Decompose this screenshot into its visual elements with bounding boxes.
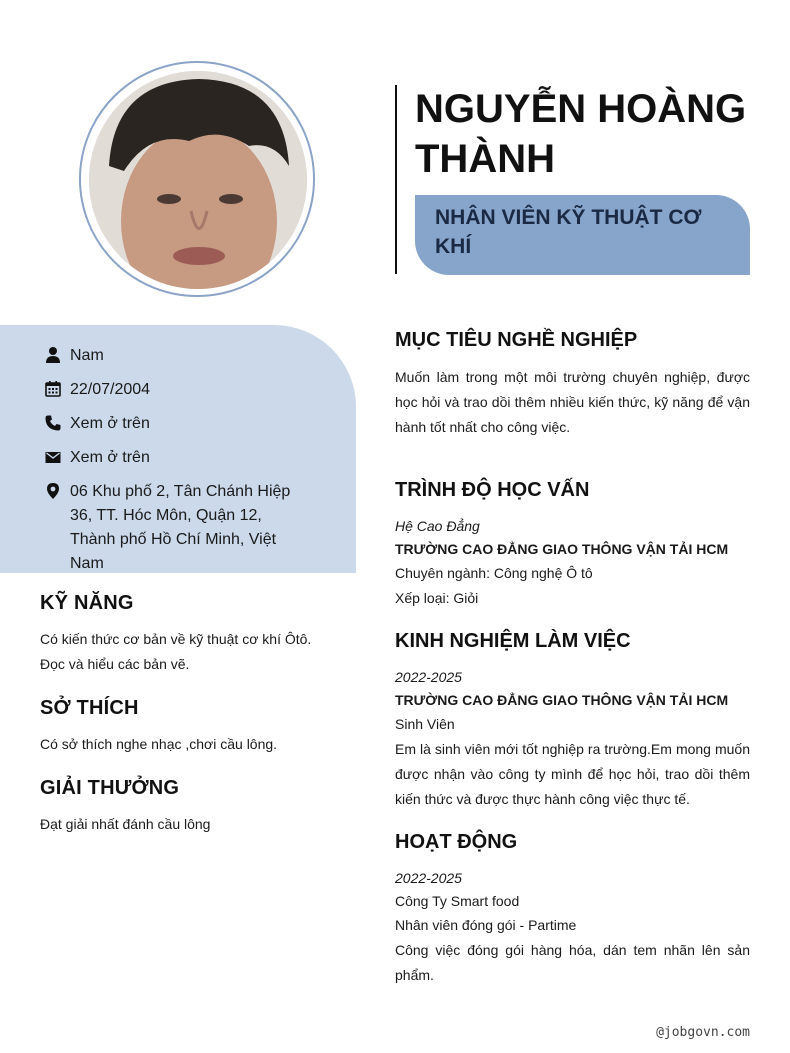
calendar-icon	[44, 380, 62, 398]
avatar-photo	[89, 71, 307, 289]
awards-text: Đạt giải nhất đánh cầu lông	[40, 816, 211, 832]
location-pin-icon	[44, 482, 62, 500]
candidate-name: NGUYỄN HOÀNG THÀNH	[415, 87, 747, 181]
objective-title: MỤC TIÊU NGHỀ NGHIỆP	[395, 329, 638, 351]
candidate-role: NHÂN VIÊN KỸ THUẬT CƠ KHÍ	[435, 206, 702, 258]
contact-phone-row	[44, 412, 150, 436]
address-value: 06 Khu phố 2, Tân Chánh Hiệp 36, TT. Hóc Môn, Quận 12, Thành phố Hồ Chí Minh, Việt Nam	[70, 483, 291, 572]
contact-email-row	[44, 446, 150, 470]
person-icon	[44, 346, 62, 364]
experience-description: Em là sinh viên mới tốt nghiệp ra trường.Em mong muốn được nhận vào công ty mình để học hỏi, trao dồi thêm kiến thức và được thực hành công việc thực tế.	[395, 741, 750, 807]
contact-birthdate-row	[44, 378, 150, 402]
activities-description: Công việc đóng gói hàng hóa, dán tem nhãn lên sản phẩm.	[395, 942, 750, 983]
education-title: TRÌNH ĐỘ HỌC VẤN	[395, 479, 590, 501]
avatar	[89, 71, 307, 289]
activities-period: 2022-2025	[395, 870, 462, 886]
awards-title: GIẢI THƯỞNG	[40, 777, 180, 799]
education-major: Chuyên ngành: Công nghệ Ô tô	[395, 565, 593, 581]
contact-address-row	[44, 480, 310, 576]
role-badge	[415, 195, 750, 275]
education-grade: Xếp loại: Giỏi	[395, 590, 479, 606]
activities-title: HOẠT ĐỘNG	[395, 831, 518, 853]
gender-value: Nam	[70, 347, 104, 364]
hobbies-title: SỞ THÍCH	[40, 697, 139, 719]
phone-icon	[44, 414, 62, 432]
phone-value: Xem ở trên	[70, 415, 150, 432]
email-value: Xem ở trên	[70, 449, 150, 466]
activities-position: Nhân viên đóng gói - Partime	[395, 917, 577, 933]
skills-title: KỸ NĂNG	[40, 592, 134, 614]
skills-text: Có kiến thức cơ bản về kỹ thuật cơ khí Ôtô. Đọc và hiểu các bản vẽ.	[40, 631, 312, 672]
birthdate-value: 22/07/2004	[70, 381, 151, 398]
experience-period: 2022-2025	[395, 669, 462, 685]
experience-position: Sinh Viên	[395, 716, 455, 732]
contact-gender-row	[44, 344, 104, 368]
education-level: Hệ Cao Đẳng	[395, 518, 480, 534]
email-icon	[44, 448, 62, 466]
experience-company: TRƯỜNG CAO ĐẲNG GIAO THÔNG VẬN TẢI HCM	[395, 692, 729, 708]
experience-title: KINH NGHIỆM LÀM VIỆC	[395, 630, 631, 652]
hobbies-text: Có sở thích nghe nhạc ,chơi cầu lông.	[40, 736, 278, 752]
activities-company: Công Ty Smart food	[395, 893, 520, 909]
objective-text: Muốn làm trong một môi trường chuyên nghiệp, được học hỏi và trao dồi thêm nhiều kiến thức, kỹ năng để vận hành tốt nhất cho công việc.	[395, 369, 750, 435]
name-accent-bar	[395, 85, 397, 274]
education-school: TRƯỜNG CAO ĐẲNG GIAO THÔNG VẬN TẢI HCM	[395, 541, 729, 557]
site-watermark: @jobgovn.com	[656, 1025, 750, 1040]
